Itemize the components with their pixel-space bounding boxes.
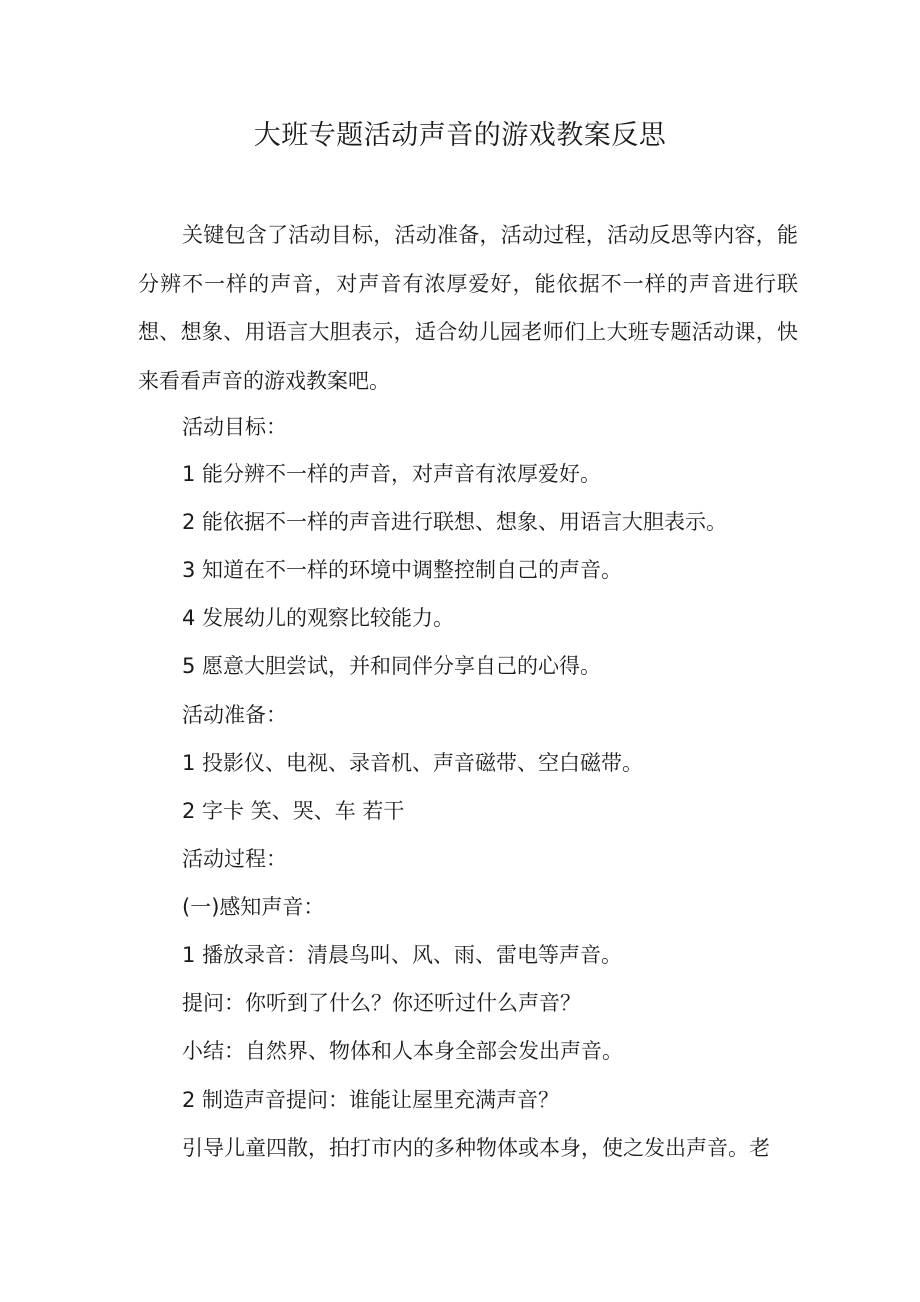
list-item: 3 知道在不一样的环境中调整控制自己的声音。 bbox=[182, 558, 623, 582]
list-item: 4 发展幼儿的观察比较能力。 bbox=[182, 606, 455, 630]
paragraph-line: 小结：自然界、物体和人本身全部会发出声音。 bbox=[182, 1039, 623, 1063]
list-item: 2 字卡 笑、哭、车 若干 bbox=[182, 799, 405, 823]
paragraph-line: 提问：你听到了什么？你还听过什么声音？ bbox=[182, 991, 581, 1015]
section-heading-preparation: 活动准备： bbox=[182, 703, 287, 727]
list-item: 2 能依据不一样的声音进行联想、想象、用语言大胆表示。 bbox=[182, 510, 728, 534]
paragraph-line: 引导儿童四散，拍打市内的多种物体或本身，使之发出声音。老 bbox=[182, 1136, 770, 1160]
section-heading-process: 活动过程： bbox=[182, 847, 287, 871]
list-item: 1 投影仪、电视、录音机、声音磁带、空白磁带。 bbox=[182, 751, 644, 775]
list-item: 1 能分辨不一样的声音，对声音有浓厚爱好。 bbox=[182, 462, 602, 486]
subsection-heading: (一)感知声音： bbox=[182, 895, 325, 919]
intro-paragraph: 关键包含了活动目标，活动准备，活动过程，活动反思等内容，能分辨不一样的声音，对声音有浓厚爱好，能依据不一样的声音进行联想、想象、用语言大胆表示，适合幼儿园老师们上大班专题活动课，快来看看声音的游戏教案吧。 bbox=[138, 223, 798, 393]
section-heading-goals: 活动目标： bbox=[182, 415, 287, 439]
list-item: 2 制造声音提问：谁能让屋里充满声音？ bbox=[182, 1088, 560, 1112]
document-title: 大班专题活动声音的游戏教案反思 bbox=[253, 120, 667, 151]
list-item: 1 播放录音：清晨鸟叫、风、雨、雷电等声音。 bbox=[182, 943, 623, 967]
list-item: 5 愿意大胆尝试，并和同伴分享自己的心得。 bbox=[182, 654, 602, 678]
